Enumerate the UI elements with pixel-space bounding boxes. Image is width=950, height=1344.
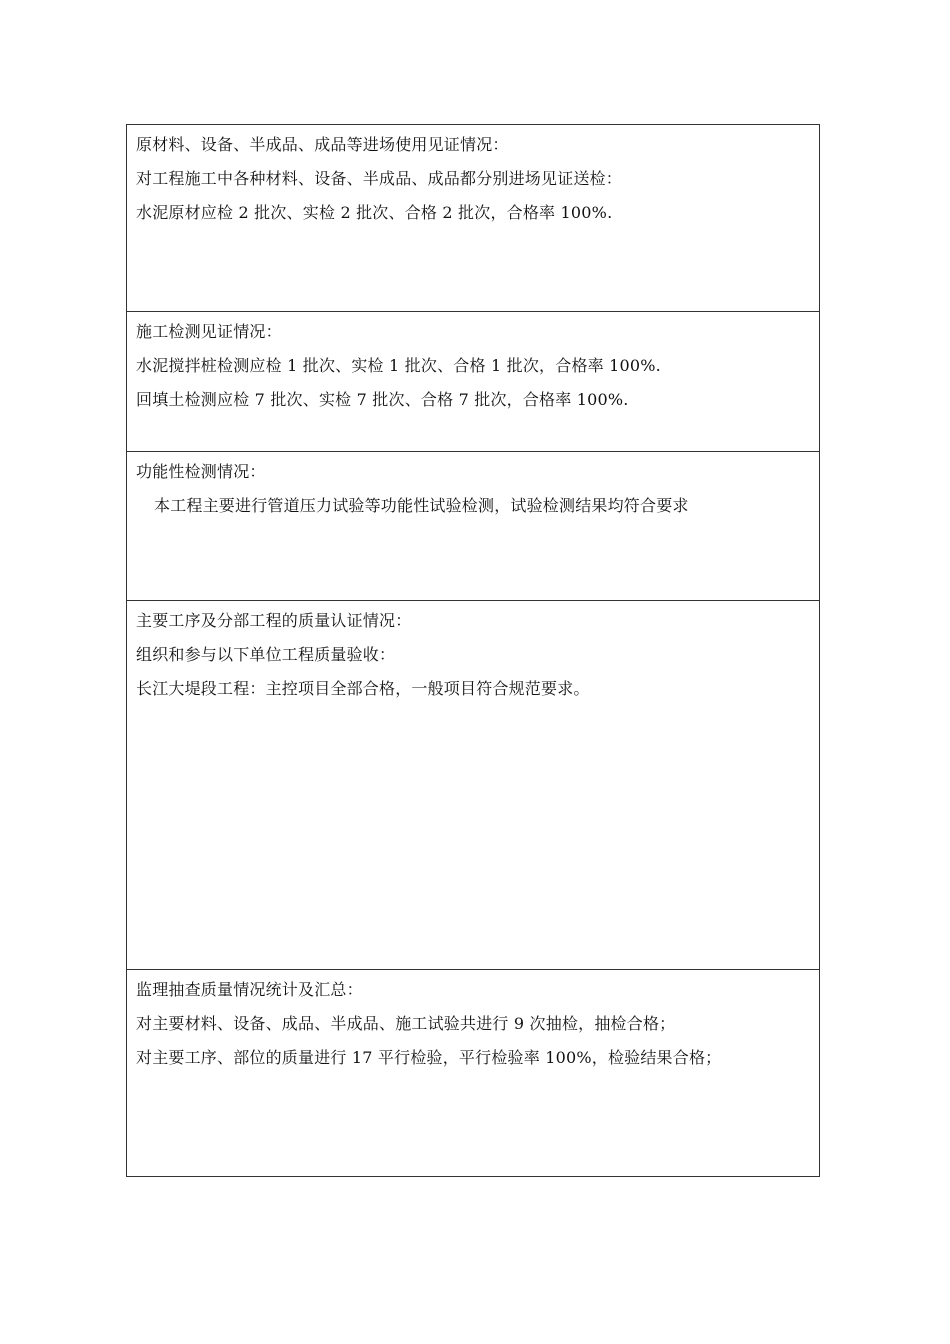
section-text-line: 水泥搅拌桩检测应检 1 批次、实检 1 批次、合格 1 批次，合格率 100%.: [136, 356, 661, 375]
section-heading: 监理抽查质量情况统计及汇总：: [136, 980, 363, 999]
quality-certification-section: [127, 600, 819, 969]
section-text-line: 本工程主要进行管道压力试验等功能性试验检测，试验检测结果均符合要求: [154, 496, 689, 515]
section-text-line: 对工程施工中各种材料、设备、半成品、成品都分别进场见证送检：: [136, 169, 623, 188]
material-witness-section: [127, 125, 819, 311]
section-text-line: 回填土检测应检 7 批次、实检 7 批次、合格 7 批次，合格率 100%.: [136, 390, 629, 409]
section-heading: 施工检测见证情况：: [136, 322, 282, 341]
section-heading: 主要工序及分部工程的质量认证情况：: [136, 611, 412, 630]
section-text-line: 对主要工序、部位的质量进行 17 平行检验，平行检验率 100%，检验结果合格；: [136, 1048, 722, 1067]
spot-check-summary-section: [127, 969, 819, 1176]
section-heading: 功能性检测情况：: [136, 462, 266, 481]
supervision-report-table: [126, 124, 820, 1177]
section-heading: 原材料、设备、半成品、成品等进场使用见证情况：: [136, 135, 509, 154]
construction-testing-witness-section: [127, 311, 819, 451]
section-text-line: 长江大堤段工程：主控项目全部合格，一般项目符合规范要求。: [136, 679, 590, 698]
functional-testing-section: [127, 451, 819, 600]
section-text-line: 组织和参与以下单位工程质量验收：: [136, 645, 396, 664]
section-text-line: 对主要材料、设备、成品、半成品、施工试验共进行 9 次抽检，抽检合格；: [136, 1014, 676, 1033]
section-text-line: 水泥原材应检 2 批次、实检 2 批次、合格 2 批次，合格率 100%.: [136, 203, 613, 222]
